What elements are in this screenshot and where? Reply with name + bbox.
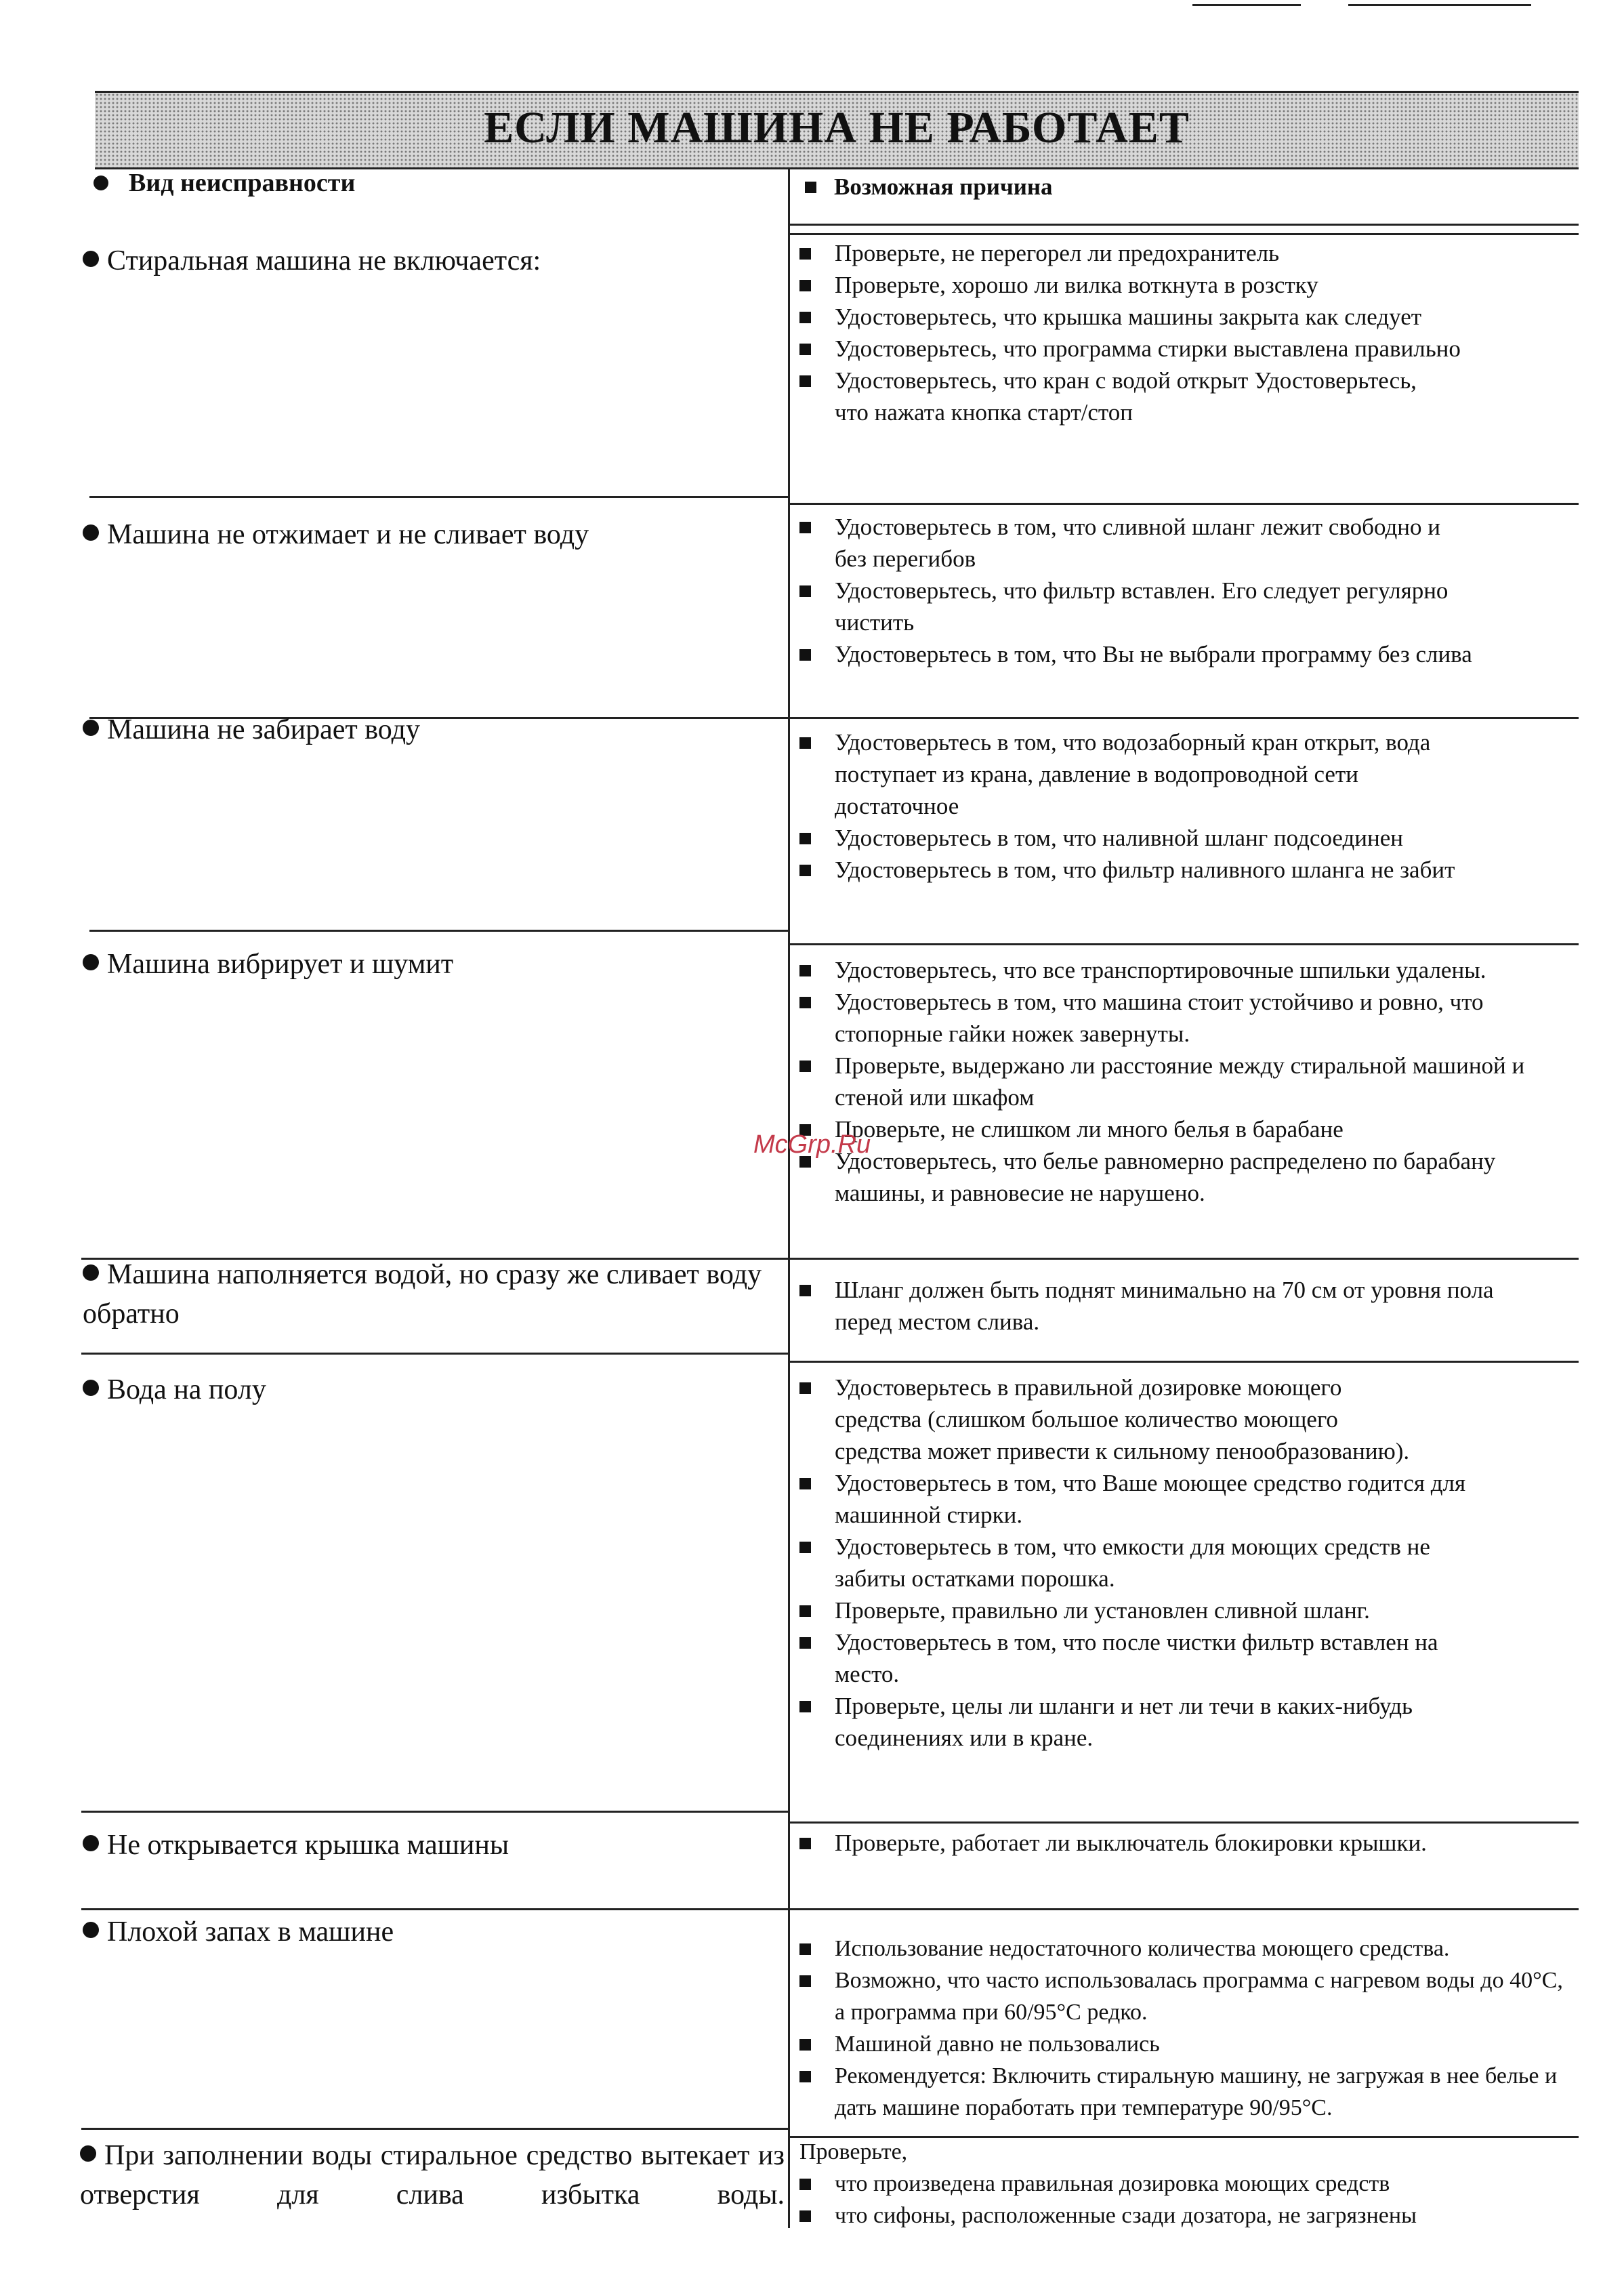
square-bullet-icon xyxy=(799,1285,811,1296)
row-divider xyxy=(81,1811,788,1813)
problem-cell: Стиральная машина не включается: xyxy=(83,241,780,281)
cause-item: что произведена правильная дозировка моющих средств xyxy=(799,2168,1579,2200)
problem-cell: Машина наполняется водой, но сразу же сливает воду обратно xyxy=(83,1259,762,1330)
cause-item: Удостоверьтесь в том, что фильтр наливного шланга не забит xyxy=(799,854,1579,886)
header-rule-2 xyxy=(790,233,1579,235)
square-bullet-icon xyxy=(799,1542,811,1553)
square-bullet-icon xyxy=(799,649,811,661)
cause-item: Проверьте, не слишком ли много белья в барабане xyxy=(799,1113,1579,1145)
cause-lead: Проверьте, xyxy=(799,2139,908,2164)
square-bullet-icon xyxy=(799,522,811,533)
causes-cell xyxy=(799,2136,1579,2231)
square-bullet-icon xyxy=(799,280,811,291)
square-bullet-icon xyxy=(799,1975,811,1987)
square-bullet-icon xyxy=(799,248,811,260)
square-bullet-icon xyxy=(799,2071,811,2082)
square-bullet-icon xyxy=(799,865,811,876)
square-bullet-icon xyxy=(799,1061,811,1072)
cause-item: Удостоверьтесь в том, что Вы не выбрали программу без слива xyxy=(799,638,1579,670)
square-bullet-icon xyxy=(799,2210,811,2222)
causes-cell xyxy=(799,237,1579,428)
column-header-problem: Вид неисправности xyxy=(93,168,355,198)
cause-item: Удостоверьтесь в том, что Ваше моющее средство годится для машинной стирки. xyxy=(799,1467,1579,1531)
bullet-icon xyxy=(83,720,99,736)
cause-item: Удостоверьтесь в том, что машина стоит устойчиво и ровно, что стопорные гайки ножек завернуты. xyxy=(799,986,1579,1050)
square-bullet-icon xyxy=(799,1637,811,1649)
row-divider xyxy=(790,503,1579,505)
cause-item: Удостоверьтесь, что все транспортировочные шпильки удалены. xyxy=(799,954,1579,986)
bullet-icon xyxy=(83,251,99,267)
problem-cell: Вода на полу xyxy=(83,1370,780,1409)
square-bullet-icon xyxy=(799,1478,811,1489)
causes-cell xyxy=(799,1827,1579,1859)
cause-item: Удостоверьтесь в том, что после чистки фильтр вставлен на место. xyxy=(799,1626,1579,1690)
cause-item: Машиной давно не пользовались xyxy=(799,2028,1579,2060)
row-divider xyxy=(89,496,788,498)
causes-cell xyxy=(799,1274,1579,1338)
cause-item: Удостоверьтесь в том, что емкости для моющих средств не забиты остатками порошка. xyxy=(799,1531,1579,1594)
square-bullet-icon xyxy=(805,182,816,193)
bullet-icon xyxy=(83,1380,99,1396)
cause-item: Рекомендуется: Включить стиральную машину, не загружая в нее белье и дать машине поработать при температуре 90/95°С. xyxy=(799,2060,1579,2124)
watermark: McGrp.Ru xyxy=(753,1130,871,1159)
problem-cell: Плохой запах в машине xyxy=(83,1912,780,1952)
problem-cell: При заполнении воды стиральное средство вытекает из отверстия для слива избытка воды. xyxy=(80,2140,785,2210)
row-divider xyxy=(81,1353,788,1355)
row-divider xyxy=(81,1908,1579,1910)
causes-cell xyxy=(799,511,1579,670)
top-rule-right xyxy=(1348,4,1531,6)
bullet-icon xyxy=(93,176,108,190)
bullet-icon xyxy=(83,954,99,970)
square-bullet-icon xyxy=(799,2039,811,2051)
title-banner xyxy=(95,91,1579,169)
problem-cell: Машина не забирает воду xyxy=(83,710,780,749)
cause-item: Удостоверьтесь в том, что водозаборный кран открыт, вода поступает из крана, давление в водопроводной сети достаточное xyxy=(799,726,1579,822)
cause-item: Проверьте, выдержано ли расстояние между стиральной машиной и стеной или шкафом xyxy=(799,1050,1579,1113)
causes-cell xyxy=(799,1372,1579,1754)
square-bullet-icon xyxy=(799,1838,811,1849)
square-bullet-icon xyxy=(799,344,811,355)
top-rule-left xyxy=(1192,4,1301,6)
row-divider xyxy=(89,930,788,932)
row-divider xyxy=(790,943,1579,945)
causes-cell xyxy=(799,954,1579,1209)
cause-item: Удостоверьтесь, что фильтр вставлен. Его следует регулярно чистить xyxy=(799,575,1579,638)
column-header-cause: Возможная причина xyxy=(805,173,1053,201)
problem-cell: Машина не отжимает и не сливает воду xyxy=(83,515,780,554)
causes-cell xyxy=(799,726,1579,886)
square-bullet-icon xyxy=(799,737,811,749)
bullet-icon xyxy=(83,524,99,541)
cause-item: что сифоны, расположенные сзади дозатора, не загрязнены xyxy=(799,2200,1579,2231)
square-bullet-icon xyxy=(799,2179,811,2190)
square-bullet-icon xyxy=(799,1943,811,1955)
cause-item: Проверьте, правильно ли установлен сливной шланг. xyxy=(799,1594,1579,1626)
row-divider xyxy=(790,1361,1579,1363)
square-bullet-icon xyxy=(799,965,811,976)
cause-item: Проверьте, целы ли шланги и нет ли течи в каких-нибудь соединениях или в кране. xyxy=(799,1690,1579,1754)
square-bullet-icon xyxy=(799,833,811,844)
cause-item: Удостоверьтесь, что кран с водой открыт Удостоверьтесь, что нажата кнопка старт/стоп xyxy=(799,365,1579,428)
square-bullet-icon xyxy=(799,1382,811,1394)
row-divider xyxy=(81,2128,788,2130)
square-bullet-icon xyxy=(799,585,811,597)
cause-item: Удостоверьтесь, что крышка машины закрыта как следует xyxy=(799,301,1579,333)
page-title: ЕСЛИ МАШИНА НЕ РАБОТАЕТ xyxy=(484,103,1190,152)
cause-item: Удостоверьтесь в том, что наливной шланг подсоединен xyxy=(799,822,1579,854)
cause-item: Использование недостаточного количества моющего средства. xyxy=(799,1933,1579,1964)
bullet-icon xyxy=(80,2145,96,2162)
square-bullet-icon xyxy=(799,997,811,1008)
cause-item: Шланг должен быть поднят минимально на 70 см от уровня пола перед местом слива. xyxy=(799,1274,1579,1338)
cause-item: Проверьте, не перегорел ли предохранитель xyxy=(799,237,1579,269)
cause-item: Удостоверьтесь, что программа стирки выставлена правильно xyxy=(799,333,1579,365)
cause-item: Возможно, что часто использовалась программа с нагревом воды до 40°С, а программа при 60/95°С редко. xyxy=(799,1964,1579,2028)
header-rule xyxy=(790,224,1579,226)
square-bullet-icon xyxy=(799,1605,811,1617)
cause-item: Удостоверьтесь, что белье равномерно распределено по барабану машины, и равновесие не нарушено. xyxy=(799,1145,1579,1209)
bullet-icon xyxy=(83,1922,99,1938)
square-bullet-icon xyxy=(799,312,811,323)
problem-cell: Машина вибрирует и шумит xyxy=(83,945,780,984)
cause-item: Проверьте, работает ли выключатель блокировки крышки. xyxy=(799,1827,1579,1859)
bullet-icon xyxy=(83,1835,99,1851)
cause-item: Проверьте, хорошо ли вилка воткнута в розстку xyxy=(799,269,1579,301)
row-divider xyxy=(790,1821,1579,1824)
column-divider xyxy=(788,168,790,2228)
cause-item: Удостоверьтесь в том, что сливной шланг лежит свободно и без перегибов xyxy=(799,511,1579,575)
square-bullet-icon xyxy=(799,1701,811,1712)
bullet-icon xyxy=(83,1264,99,1281)
causes-cell xyxy=(799,1933,1579,2124)
problem-cell: Не открывается крышка машины xyxy=(83,1826,780,1865)
cause-item: Удостоверьтесь в правильной дозировке моющего средства (слишком большое количество моющего средства может привести к сильному пенообразованию). xyxy=(799,1372,1579,1467)
square-bullet-icon xyxy=(799,375,811,387)
